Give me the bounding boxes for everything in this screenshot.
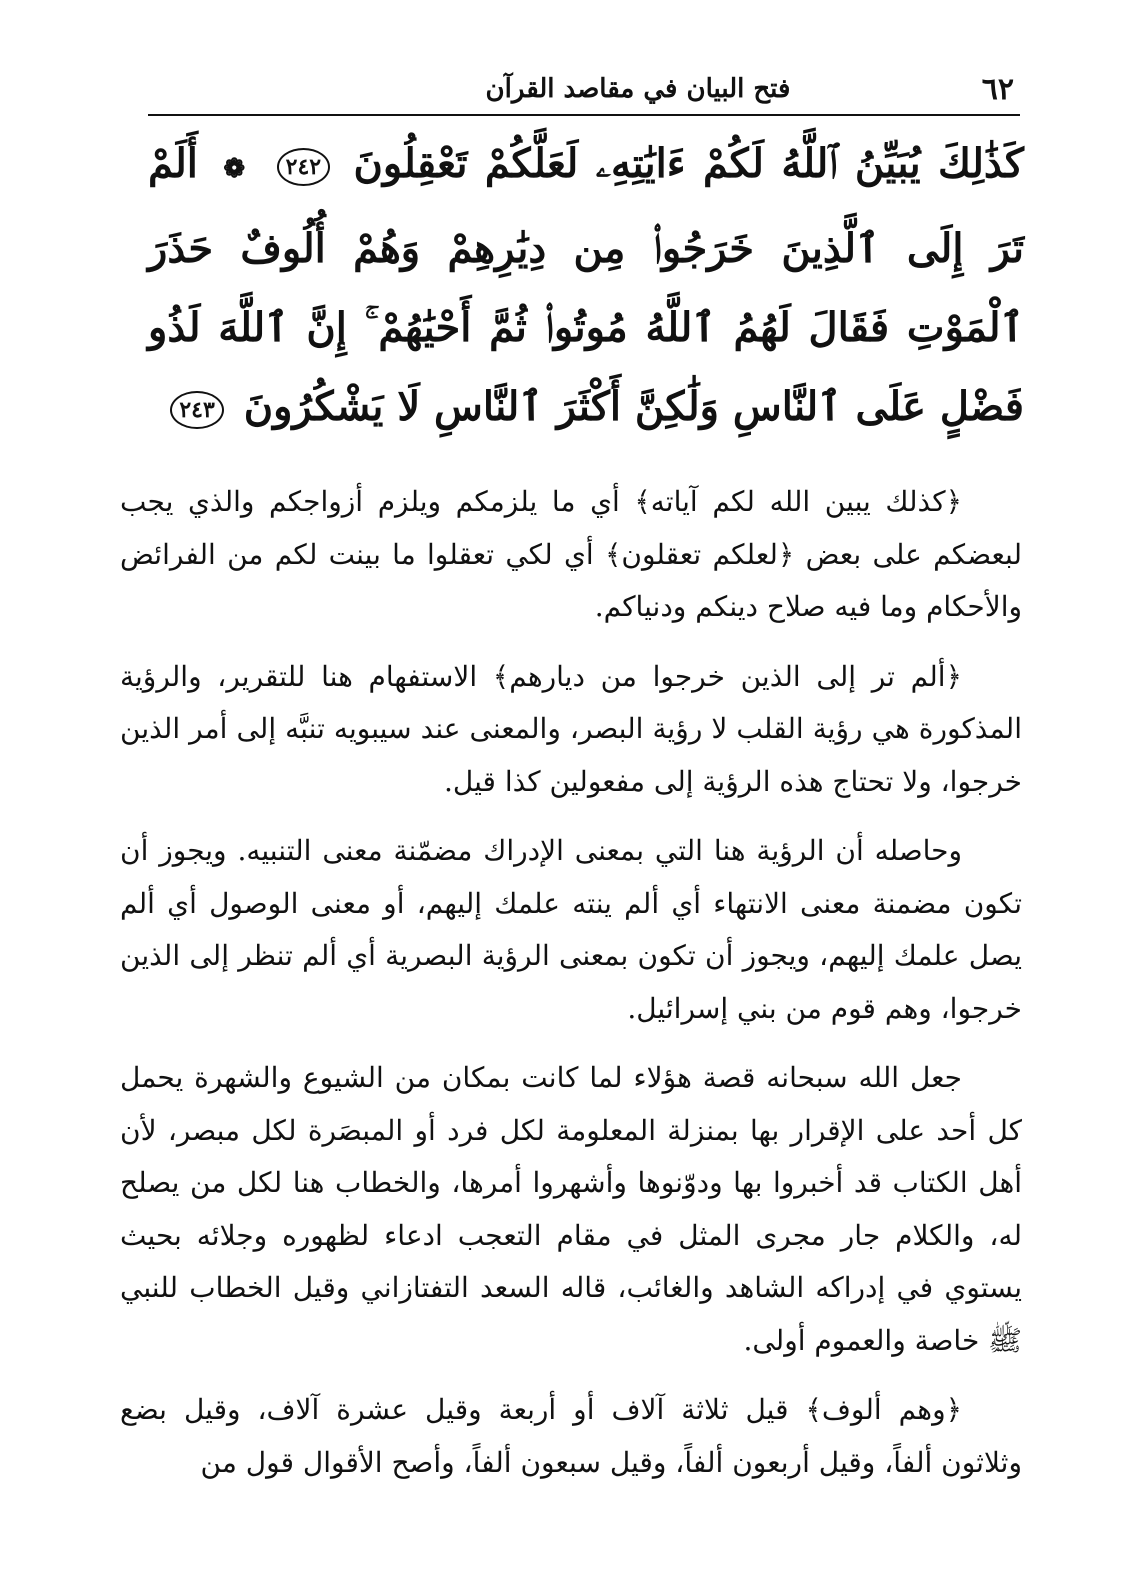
commentary-body [120,476,1022,1509]
verse-242-marker: ٢٤٢ [277,148,330,186]
verse-243-marker: ٢٤٣ [170,391,223,429]
page-number: ٦٢ [981,72,1014,107]
quran-verses [148,124,1024,446]
commentary-paragraph-2: ﴿ألم تر إلى الذين خرجوا من ديارهم﴾ الاستفهام هنا للتقرير، والرؤية المذكورة هي رؤية القلب لا رؤية البصر، والمعنى عند سيبويه تنبَّه إلى أمر الذين خرجوا، ولا تحتاج هذه الرؤية إلى مفعولين كذا قيل. [120,659,1022,798]
commentary-paragraph-1: ﴿كذلك يبين الله لكم آياته﴾ أي ما يلزمكم ويلزم أزواجكم والذي يجب لبعضكم على بعض ﴿لعلكم تعقلون﴾ أي لكي تعقلوا ما بينت لكم من الفرائض والأحكام وما فيه صلاح دينكم ودنياكم. [120,485,1022,623]
commentary-paragraph-3: وحاصله أن الرؤية هنا التي بمعنى الإدراك مضمّنة معنى التنبيه. ويجوز أن تكون مضمنة معنى الانتهاء أي ألم ينته علمك إليهم، أو معنى الوصول أي ألم يصل علمك إليهم، ويجوز أن تكون بمعنى الرؤية البصرية أي ألم تنظر إلى الذين خرجوا، وهم قوم من بني إسرائيل. [120,834,1022,1025]
commentary-paragraph-4: جعل الله سبحانه قصة هؤلاء لما كانت بمكان من الشيوع والشهرة يحمل كل أحد على الإقرار بها بمنزلة المعلومة لكل فرد أو المبصَرة لكل مبصر، لأن أهل الكتاب قد أخبروا بها ودوّنوها وأشهروا أمرها، والخطاب هنا لكل من يصلح له، والكلام جار مجرى المثل في مقام التعجب ادعاء لظهوره وجلائه بحيث يستوي في إدراكه الشاهد والغائب، قاله السعد التفتازاني وقيل الخطاب للنبي ﷺ خاصة والعموم أولى. [120,1061,1023,1357]
running-title: فتح البيان في مقاصد القرآن [485,74,791,104]
flower-icon: ❁ [223,154,246,184]
verse-242-text: كَذَٰلِكَ يُبَيِّنُ ٱللَّهُ لَكُمْ ءَايَٰتِهِۦ لَعَلَّكُمْ تَعْقِلُونَ [353,140,1024,187]
page-header [148,66,1020,116]
commentary-paragraph-5: ﴿وهم ألوف﴾ قيل ثلاثة آلاف أو أربعة وقيل عشرة آلاف، وقيل بضع وثلاثون ألفاً، وقيل أربعون ألفاً، وقيل سبعون ألفاً، وأصح الأقوال قول من [120,1393,1022,1479]
verse-243-text: أَلَمْ تَرَ إِلَى ٱلَّذِينَ خَرَجُوا۟ مِن دِيَٰرِهِمْ وَهُمْ أُلُوفٌ حَذَرَ ٱلْمَوْتِ فَقَالَ لَهُمُ ٱللَّهُ مُوتُوا۟ ثُمَّ أَحْيَٰهُمْ ۚ إِنَّ ٱللَّهَ لَذُو فَضْلٍ عَلَى ٱلنَّاسِ وَلَٰكِنَّ أَكْثَرَ ٱلنَّاسِ لَا يَشْكُرُونَ [148,140,1024,430]
